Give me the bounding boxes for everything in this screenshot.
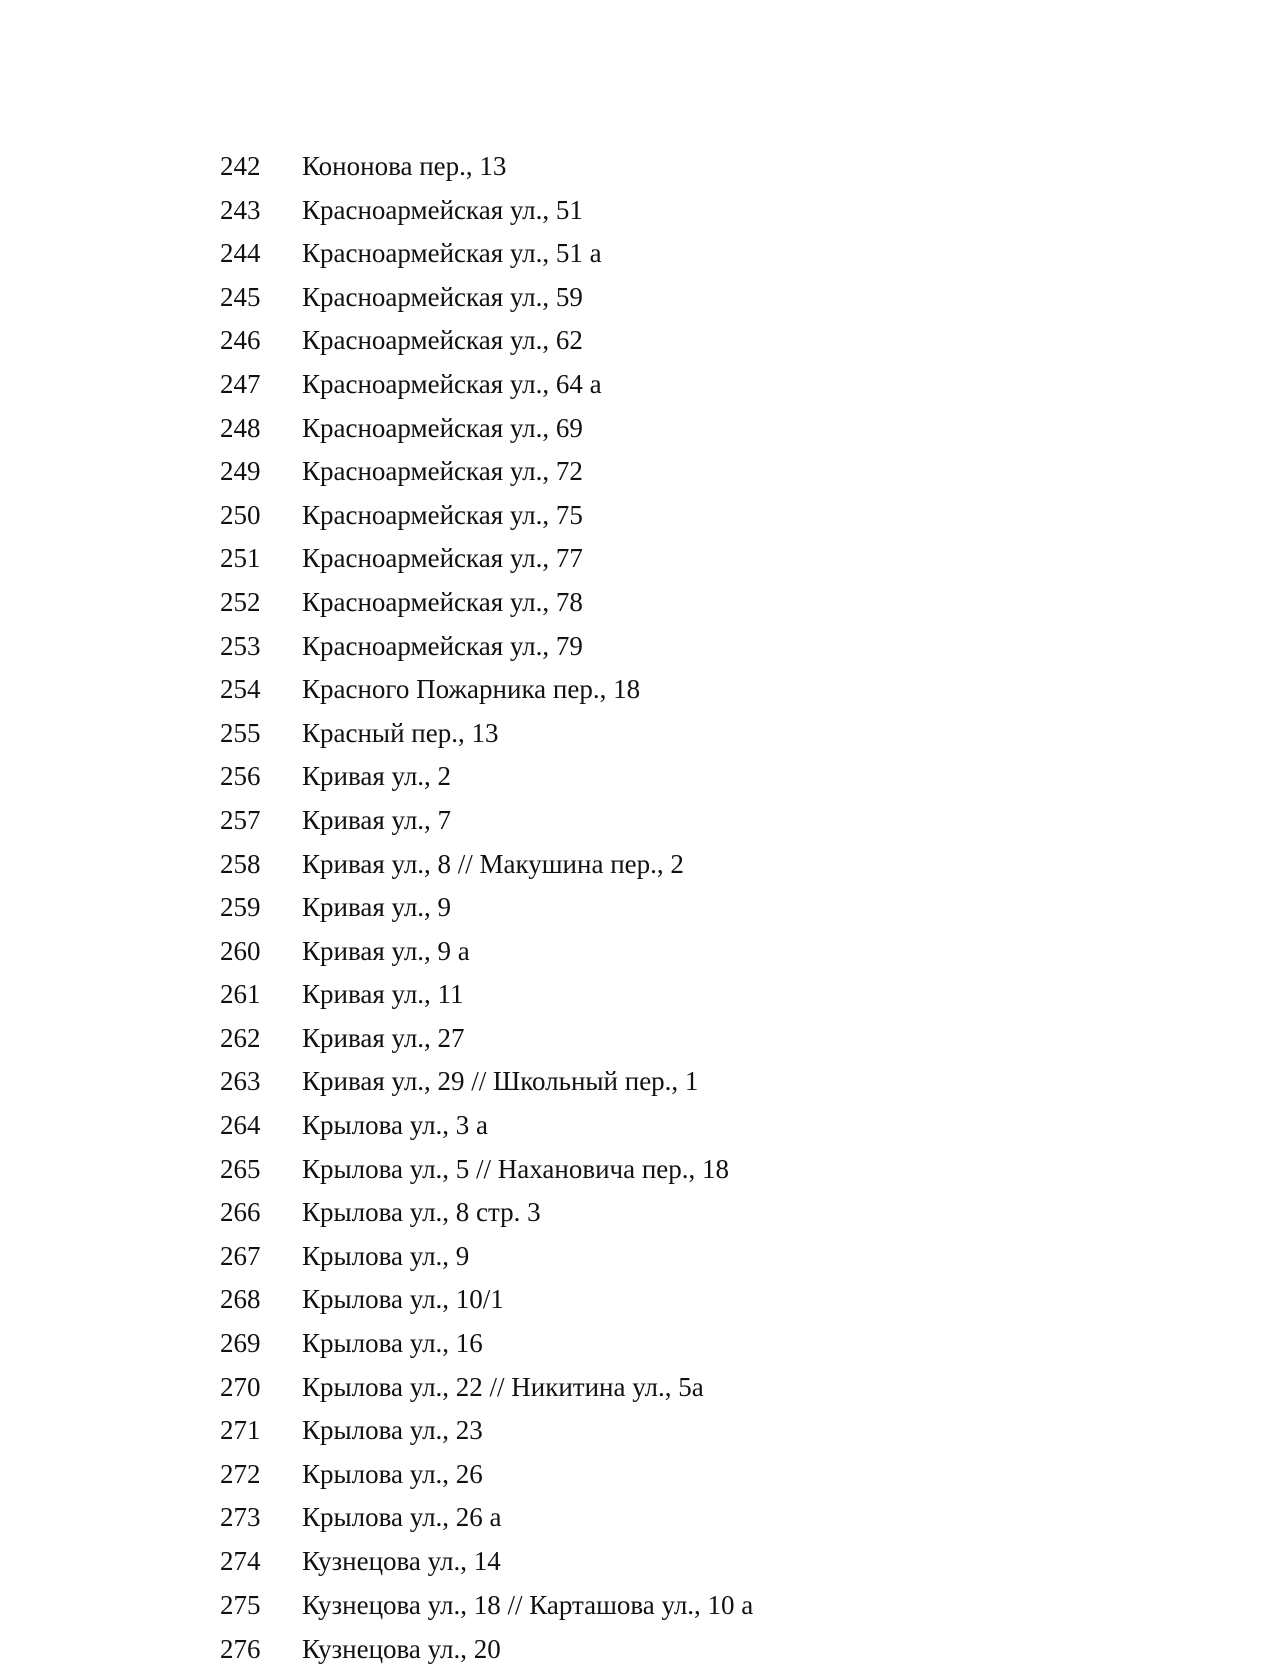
- item-number: 261: [220, 979, 261, 1010]
- list-item: [220, 1235, 1120, 1279]
- item-address: Красноармейская ул., 62: [302, 325, 583, 356]
- item-address: Кривая ул., 9: [302, 892, 452, 923]
- list-item: [220, 189, 1120, 233]
- list-item: [220, 1540, 1120, 1584]
- list-item: [220, 1409, 1120, 1453]
- item-address: Крылова ул., 10/1: [302, 1284, 504, 1315]
- item-address: Крылова ул., 3 а: [302, 1110, 489, 1141]
- item-address: Крылова ул., 23: [302, 1415, 483, 1446]
- item-address: Красного Пожарника пер., 18: [302, 674, 641, 705]
- list-item: [220, 1453, 1120, 1497]
- list-item: [220, 625, 1120, 669]
- item-number: 267: [220, 1240, 261, 1271]
- list-item: [220, 1278, 1120, 1322]
- item-number: 275: [220, 1589, 261, 1620]
- list-item: [220, 1366, 1120, 1410]
- item-address: Кривая ул., 11: [302, 979, 464, 1010]
- item-number: 245: [220, 281, 261, 312]
- item-address: Кривая ул., 29 // Школьный пер., 1: [302, 1066, 699, 1097]
- item-number: 273: [220, 1502, 261, 1533]
- list-item: [220, 1191, 1120, 1235]
- list-item: [220, 1017, 1120, 1061]
- item-number: 266: [220, 1197, 261, 1228]
- item-address: Кривая ул., 2: [302, 761, 452, 792]
- list-item: [220, 450, 1120, 494]
- item-number: 271: [220, 1415, 261, 1446]
- item-address: Красноармейская ул., 51 а: [302, 238, 602, 269]
- item-address: Крылова ул., 9: [302, 1240, 470, 1271]
- item-address: Крылова ул., 22 // Никитина ул., 5а: [302, 1371, 704, 1402]
- item-number: 260: [220, 935, 261, 966]
- list-item: [220, 843, 1120, 887]
- item-number: 264: [220, 1110, 261, 1141]
- item-address: Крылова ул., 5 // Нахановича пер., 18: [302, 1153, 730, 1184]
- list-item: [220, 494, 1120, 538]
- list-item: [220, 145, 1120, 189]
- item-number: 256: [220, 761, 261, 792]
- item-address: Кривая ул., 27: [302, 1022, 465, 1053]
- item-address: Крылова ул., 8 стр. 3: [302, 1197, 541, 1228]
- list-item: [220, 276, 1120, 320]
- item-number: 251: [220, 543, 261, 574]
- list-item: [220, 1584, 1120, 1628]
- item-number: 263: [220, 1066, 261, 1097]
- item-number: 269: [220, 1328, 261, 1359]
- item-address: Красноармейская ул., 78: [302, 586, 583, 617]
- list-item: [220, 319, 1120, 363]
- item-number: 248: [220, 412, 261, 443]
- address-list: [220, 145, 1120, 1627]
- item-address: Кривая ул., 9 а: [302, 935, 470, 966]
- list-item: [220, 712, 1120, 756]
- item-number: 274: [220, 1546, 261, 1576]
- list-item: [220, 581, 1120, 625]
- item-number: 252: [220, 586, 261, 617]
- item-address: Красноармейская ул., 77: [302, 543, 583, 574]
- item-number: 246: [220, 325, 261, 356]
- item-number: 268: [220, 1284, 261, 1315]
- item-address: Красноармейская ул., 64 а: [302, 368, 602, 399]
- item-address: Красноармейская ул., 75: [302, 499, 583, 530]
- list-item: [220, 886, 1120, 930]
- list-item: [220, 537, 1120, 581]
- item-address: Кузнецова ул., 14: [302, 1546, 501, 1576]
- item-address: Крылова ул., 26 а: [302, 1502, 502, 1533]
- item-number: 262: [220, 1022, 261, 1053]
- list-item: [220, 1148, 1120, 1192]
- item-number: 255: [220, 717, 261, 748]
- item-number: 253: [220, 630, 261, 661]
- item-number: 257: [220, 804, 261, 835]
- item-number: 265: [220, 1153, 261, 1184]
- item-address: Кривая ул., 7: [302, 804, 452, 835]
- item-address: Кривая ул., 8 // Макушина пер., 2: [302, 848, 684, 879]
- item-number: 272: [220, 1458, 261, 1489]
- item-number: 250: [220, 499, 261, 530]
- item-number: 258: [220, 848, 261, 879]
- item-number: 249: [220, 456, 261, 487]
- list-item: [220, 930, 1120, 974]
- item-address: Красноармейская ул., 51: [302, 194, 583, 225]
- item-number: 270: [220, 1371, 261, 1402]
- item-number: 254: [220, 674, 261, 705]
- item-address: Красный пер., 13: [302, 717, 499, 748]
- list-item: [220, 799, 1120, 843]
- list-item: [220, 407, 1120, 451]
- item-number: 276: [220, 1634, 261, 1664]
- item-number: 259: [220, 892, 261, 923]
- list-item: [220, 232, 1120, 276]
- item-address: Крылова ул., 16: [302, 1328, 483, 1359]
- item-address: Красноармейская ул., 59: [302, 281, 583, 312]
- list-item: [220, 1322, 1120, 1366]
- item-address: Кононова пер., 13: [302, 151, 507, 181]
- list-item: [220, 1104, 1120, 1148]
- item-address: Красноармейская ул., 79: [302, 630, 583, 661]
- item-number: 242: [220, 151, 261, 181]
- list-item: [220, 363, 1120, 407]
- item-address: Красноармейская ул., 72: [302, 456, 583, 487]
- list-item: [220, 1060, 1120, 1104]
- list-item-partial: [220, 1634, 501, 1664]
- item-address: Красноармейская ул., 69: [302, 412, 583, 443]
- item-number: 243: [220, 194, 261, 225]
- list-item: [220, 668, 1120, 712]
- list-item: [220, 755, 1120, 799]
- item-address: Кузнецова ул., 18 // Карташова ул., 10 а: [302, 1589, 754, 1620]
- item-address: Крылова ул., 26: [302, 1458, 483, 1489]
- list-item: [220, 973, 1120, 1017]
- item-number: 244: [220, 238, 261, 269]
- item-address: Кузнецова ул., 20: [302, 1634, 501, 1664]
- list-item: [220, 1496, 1120, 1540]
- item-number: 247: [220, 368, 261, 399]
